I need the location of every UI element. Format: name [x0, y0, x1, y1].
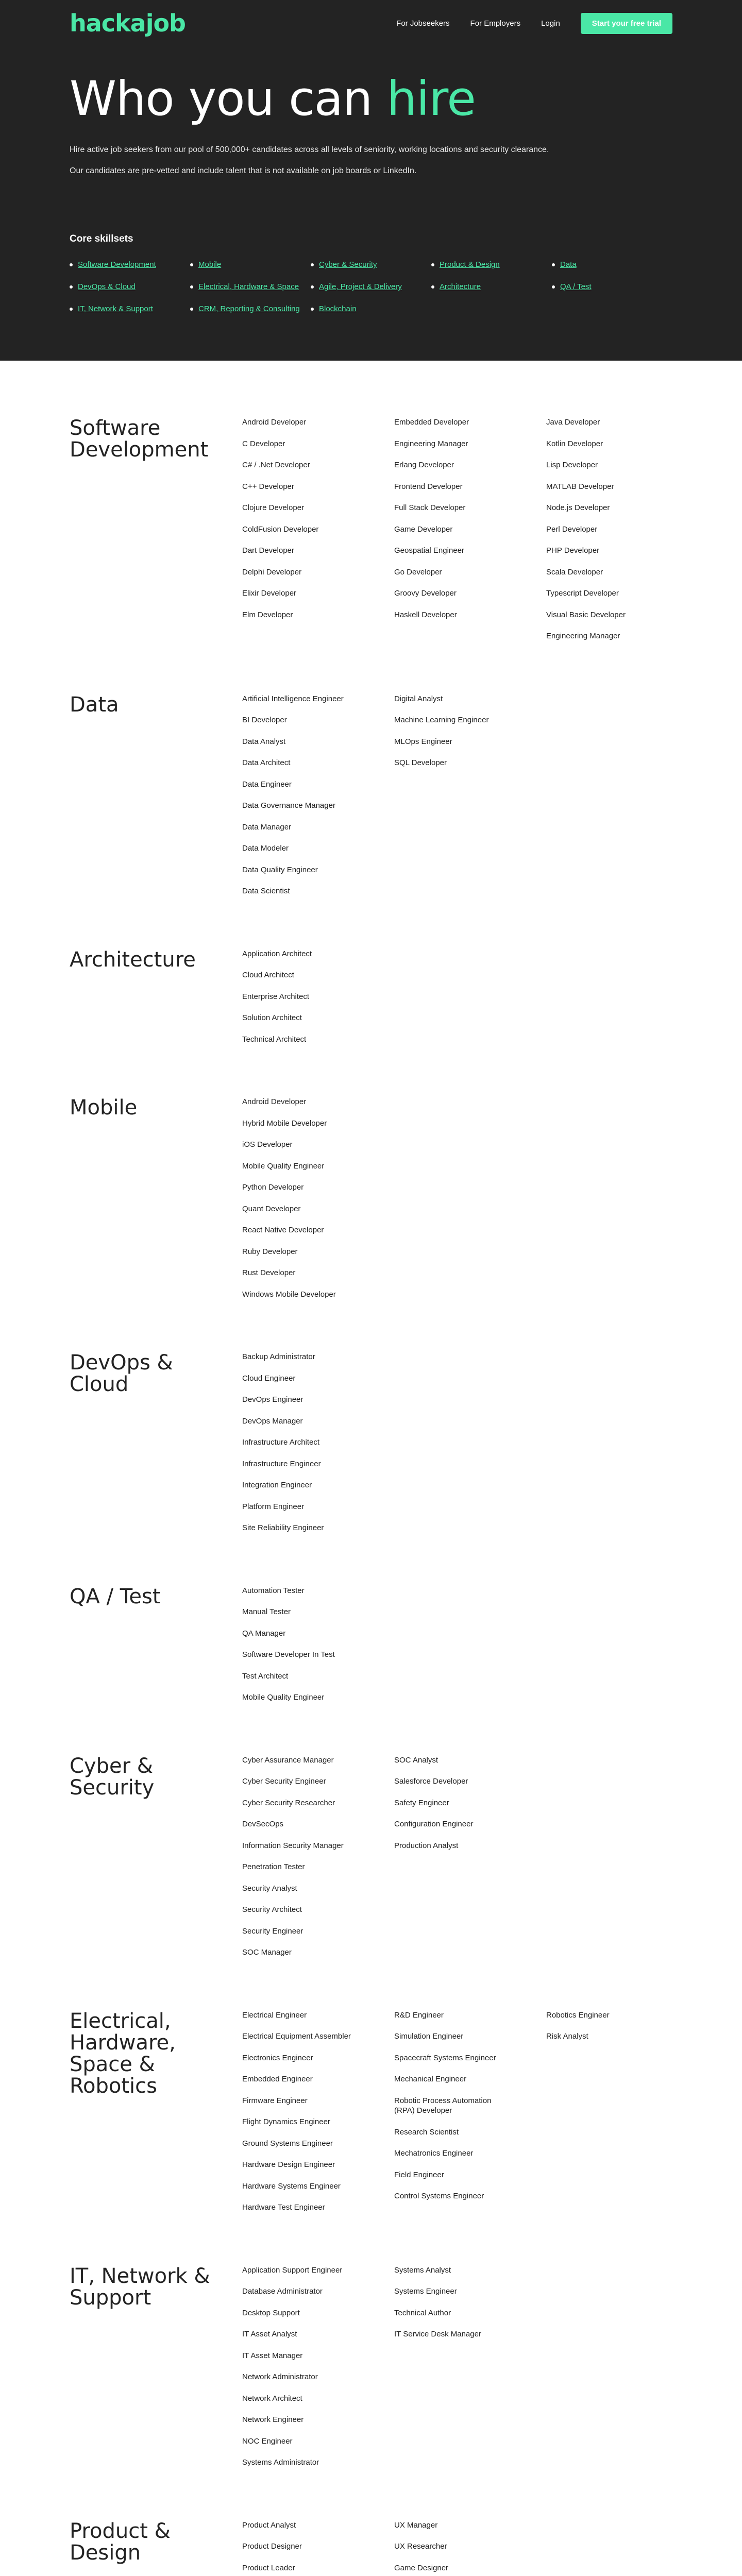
role-column	[546, 2010, 672, 2224]
hero-intro: Hire active job seekers from our pool of 500,000+ candidates across all levels of seniority, working locations and security clearance.	[70, 145, 549, 154]
role-link[interactable]: Desktop Support	[242, 2308, 300, 2317]
role-link[interactable]: Technical Architect	[242, 1035, 307, 1044]
nav-login-link[interactable]: Login	[541, 19, 560, 28]
role-link[interactable]: Ground Systems Engineer	[242, 2139, 333, 2148]
role-link[interactable]: Game Developer	[394, 524, 453, 534]
role-link[interactable]: Systems Analyst	[394, 2265, 451, 2275]
role-column	[242, 417, 368, 653]
bullet-icon	[70, 285, 73, 289]
core-skillset-link[interactable]	[311, 304, 431, 313]
role-link[interactable]: Cyber Assurance Manager	[242, 1755, 334, 1765]
hero-title	[70, 71, 672, 126]
bullet-icon	[70, 308, 73, 311]
hero-title-accent: hire	[386, 71, 476, 126]
role-link[interactable]: SQL Developer	[394, 758, 447, 767]
role-link[interactable]: Go Developer	[394, 567, 442, 577]
role-link[interactable]: Android Developer	[242, 418, 307, 427]
role-link[interactable]: Data Analyst	[242, 737, 286, 746]
role-list	[242, 417, 672, 653]
role-column	[546, 2265, 672, 2479]
bullet-icon	[552, 263, 555, 266]
role-column	[394, 417, 520, 653]
role-link[interactable]: R&D Engineer	[394, 2010, 444, 2020]
core-skillset-link[interactable]	[70, 260, 190, 269]
role-link[interactable]: Cloud Architect	[242, 971, 294, 979]
role-link[interactable]: Data Governance Manager	[242, 801, 335, 810]
role-list	[242, 2010, 672, 2224]
role-link[interactable]: Typescript Developer	[546, 589, 619, 598]
role-link[interactable]: Manual Tester	[242, 1607, 291, 1616]
role-link[interactable]: Application Architect	[242, 949, 312, 958]
role-link[interactable]: UX Manager	[394, 2520, 438, 2530]
role-link[interactable]: Risk Analyst	[546, 2032, 588, 2041]
role-link[interactable]: NOC Engineer	[242, 2436, 293, 2446]
category-electrical-hardware-space-robotics	[70, 2010, 672, 2265]
role-column	[394, 1352, 520, 1545]
role-link[interactable]: Embedded Engineer	[242, 2075, 313, 2083]
category-title: Electrical, Hardware, Space & Robotics	[70, 2009, 176, 2098]
core-skillset-label: Product & Design	[440, 260, 500, 269]
role-link[interactable]: UX Researcher	[394, 2542, 447, 2551]
role-link[interactable]: Hardware Test Engineer	[242, 2203, 325, 2212]
role-link[interactable]: Salesforce Developer	[394, 1777, 468, 1786]
role-link[interactable]: Engineering Manager	[394, 439, 468, 448]
core-skillset-label: Data	[560, 260, 577, 269]
core-skillset-link[interactable]	[552, 260, 672, 269]
role-link[interactable]: Cyber Security Engineer	[242, 1777, 326, 1786]
core-skillset-label: Architecture	[440, 282, 481, 292]
bullet-icon	[190, 263, 193, 266]
role-link[interactable]: Groovy Developer	[394, 589, 457, 598]
role-column	[394, 1097, 520, 1311]
role-link[interactable]: Python Developer	[242, 1183, 304, 1192]
role-list	[242, 1755, 672, 1969]
role-link[interactable]: Penetration Tester	[242, 1862, 305, 1871]
role-link[interactable]: Engineering Manager	[546, 632, 620, 640]
role-link[interactable]: IT Service Desk Manager	[394, 2330, 481, 2338]
role-link[interactable]: Mechanical Engineer	[394, 2075, 467, 2083]
role-link[interactable]: DevSecOps	[242, 1820, 284, 1828]
role-link[interactable]: QA Manager	[242, 1629, 286, 1638]
role-link[interactable]: Elixir Developer	[242, 589, 297, 598]
role-column	[242, 1755, 368, 1969]
category-title: Architecture	[70, 947, 196, 972]
role-link[interactable]: Security Analyst	[242, 1884, 297, 1893]
role-column	[546, 2520, 672, 2576]
role-list	[242, 1097, 672, 1311]
role-link[interactable]: Backup Administrator	[242, 1352, 315, 1361]
role-link[interactable]: Lisp Developer	[546, 461, 598, 469]
bullet-icon	[190, 308, 193, 311]
role-column	[394, 1755, 520, 1969]
category-data	[70, 694, 672, 949]
hero	[0, 0, 742, 361]
role-link[interactable]: Dart Developer	[242, 546, 294, 555]
role-column	[546, 1755, 672, 1969]
role-link[interactable]: Spacecraft Systems Engineer	[394, 2053, 496, 2062]
core-skillset-link[interactable]	[190, 282, 311, 291]
role-link[interactable]: SOC Manager	[242, 1948, 292, 1957]
role-column	[242, 694, 368, 908]
role-link[interactable]: Enterprise Architect	[242, 992, 310, 1001]
role-link[interactable]: Network Engineer	[242, 2415, 304, 2424]
category-devops-cloud	[70, 1352, 672, 1586]
role-link[interactable]: Product Analyst	[242, 2520, 296, 2530]
nav-jobseekers-link[interactable]: For Jobseekers	[396, 19, 450, 28]
core-skillset-link[interactable]	[190, 260, 311, 269]
role-column	[242, 2265, 368, 2479]
role-link[interactable]: Data Modeler	[242, 844, 289, 853]
category-title: Data	[70, 692, 119, 717]
role-link[interactable]: Application Support Engineer	[242, 2265, 343, 2275]
role-link[interactable]: Configuration Engineer	[394, 1820, 474, 1828]
role-link[interactable]: Cyber Security Researcher	[242, 1798, 335, 1807]
role-link[interactable]: Quant Developer	[242, 1204, 301, 1213]
role-link[interactable]: Perl Developer	[546, 524, 598, 534]
core-skillsets-title: Core skillsets	[70, 233, 133, 245]
role-link[interactable]: DevOps Manager	[242, 1416, 303, 1426]
role-column	[242, 1352, 368, 1545]
category-title: Software Development	[70, 416, 209, 462]
role-link[interactable]: Java Developer	[546, 418, 600, 427]
role-link[interactable]: IT Asset Manager	[242, 2351, 303, 2360]
role-link[interactable]: Safety Engineer	[394, 1798, 449, 1807]
role-link[interactable]: Flight Dynamics Engineer	[242, 2117, 330, 2126]
role-column	[242, 1097, 368, 1311]
role-link[interactable]: Digital Analyst	[394, 694, 443, 703]
nav-links	[396, 13, 672, 34]
top-nav	[70, 0, 672, 46]
category-title: QA / Test	[70, 1584, 161, 1608]
role-column	[242, 949, 368, 1056]
bullet-icon	[190, 285, 193, 289]
core-skillsets-grid	[70, 260, 672, 313]
role-link[interactable]: Data Scientist	[242, 887, 290, 895]
role-link[interactable]: SOC Analyst	[394, 1755, 439, 1765]
core-skillset-link[interactable]	[311, 260, 431, 269]
core-skillset-link[interactable]	[431, 282, 552, 291]
role-link[interactable]: Systems Engineer	[394, 2287, 457, 2296]
core-skillset-label: QA / Test	[560, 282, 592, 292]
role-link[interactable]: Infrastructure Architect	[242, 1438, 320, 1447]
role-column	[242, 2010, 368, 2224]
role-link[interactable]: Windows Mobile Developer	[242, 1290, 336, 1299]
role-column	[546, 1586, 672, 1714]
role-link[interactable]: Mobile Quality Engineer	[242, 1161, 325, 1171]
categories-section	[0, 361, 742, 2576]
role-link[interactable]: Infrastructure Engineer	[242, 1459, 321, 1468]
role-list	[242, 1586, 672, 1714]
role-column	[546, 949, 672, 1056]
role-column	[546, 417, 672, 653]
core-skillset-label: Mobile	[198, 260, 222, 269]
role-link[interactable]: MLOps Engineer	[394, 737, 452, 746]
role-link[interactable]: C Developer	[242, 439, 285, 448]
role-column	[546, 1097, 672, 1311]
category-title: Cyber & Security	[70, 1754, 155, 1800]
hero-subtext: Our candidates are pre-vetted and include talent that is not available on job boards or LinkedIn.	[70, 166, 417, 176]
role-column	[394, 694, 520, 908]
category-product-design	[70, 2520, 672, 2576]
role-link[interactable]: Robotic Process Automation (RPA) Developer	[394, 2096, 492, 2115]
core-skillset-label: Agile, Project & Delivery	[319, 282, 402, 292]
role-link[interactable]: Research Scientist	[394, 2127, 459, 2137]
role-link[interactable]: Test Architect	[242, 1671, 289, 1681]
role-link[interactable]: Electrical Equipment Assembler	[242, 2032, 351, 2041]
role-link[interactable]: Hybrid Mobile Developer	[242, 1118, 327, 1128]
role-link[interactable]: Site Reliability Engineer	[242, 1523, 324, 1532]
role-link[interactable]: Machine Learning Engineer	[394, 716, 489, 724]
role-link[interactable]: Database Administrator	[242, 2287, 323, 2296]
start-trial-button[interactable]: Start your free trial	[581, 13, 672, 34]
role-link[interactable]: Integration Engineer	[242, 1481, 312, 1489]
role-link[interactable]: Frontend Developer	[394, 482, 463, 491]
core-skillset-link[interactable]	[431, 260, 552, 269]
core-skillset-label: Software Development	[78, 260, 156, 269]
category-cyber-security	[70, 1755, 672, 2010]
role-link[interactable]: Security Engineer	[242, 1926, 303, 1936]
bullet-icon	[311, 263, 314, 266]
role-link[interactable]: Product Leader	[242, 2563, 295, 2572]
role-column	[394, 1586, 520, 1714]
role-link[interactable]: Product Designer	[242, 2542, 302, 2551]
role-link[interactable]: Embedded Developer	[394, 418, 469, 427]
role-link[interactable]: Automation Tester	[242, 1586, 305, 1595]
role-link[interactable]: Data Quality Engineer	[242, 865, 318, 874]
role-column	[242, 1586, 368, 1714]
role-link[interactable]: Android Developer	[242, 1097, 307, 1106]
role-link[interactable]: Production Analyst	[394, 1841, 459, 1850]
bullet-icon	[552, 285, 555, 289]
role-link[interactable]: Elm Developer	[242, 610, 293, 619]
bullet-icon	[70, 263, 73, 266]
role-link[interactable]: Network Architect	[242, 2394, 302, 2403]
role-link[interactable]: Scala Developer	[546, 567, 603, 577]
role-link[interactable]: Erlang Developer	[394, 461, 454, 469]
hero-title-main: Who you can	[70, 71, 387, 126]
role-link[interactable]: Ruby Developer	[242, 1247, 298, 1256]
role-link[interactable]: Geospatial Engineer	[394, 546, 464, 555]
role-link[interactable]: ColdFusion Developer	[242, 524, 319, 534]
core-skillset-label: CRM, Reporting & Consulting	[198, 304, 300, 314]
role-link[interactable]: Electronics Engineer	[242, 2053, 313, 2062]
role-link[interactable]: Mechatronics Engineer	[394, 2149, 474, 2158]
role-list	[242, 2520, 672, 2576]
role-list	[242, 949, 672, 1056]
role-link[interactable]: MATLAB Developer	[546, 482, 614, 491]
role-link[interactable]: Firmware Engineer	[242, 2096, 308, 2105]
role-link[interactable]: Visual Basic Developer	[546, 610, 626, 619]
role-link[interactable]: Robotics Engineer	[546, 2010, 610, 2020]
role-link[interactable]: Technical Author	[394, 2308, 451, 2317]
bullet-icon	[431, 263, 434, 266]
role-link[interactable]: PHP Developer	[546, 546, 600, 555]
role-link[interactable]: IT Asset Analyst	[242, 2330, 297, 2338]
category-title: Product & Design	[70, 2519, 171, 2565]
category-software-development	[70, 417, 672, 694]
role-link[interactable]: Network Administrator	[242, 2372, 318, 2381]
role-list	[242, 694, 672, 908]
core-skillset-label: Electrical, Hardware & Space	[198, 282, 299, 292]
role-link[interactable]: React Native Developer	[242, 1226, 324, 1234]
role-link[interactable]: Data Architect	[242, 758, 291, 767]
role-column	[394, 949, 520, 1056]
role-link[interactable]: Security Architect	[242, 1905, 302, 1914]
role-column	[546, 1352, 672, 1545]
role-link[interactable]: Information Security Manager	[242, 1841, 344, 1850]
category-title: DevOps & Cloud	[70, 1351, 173, 1396]
category-title: Mobile	[70, 1096, 138, 1120]
role-link[interactable]: DevOps Engineer	[242, 1395, 303, 1404]
role-link[interactable]: Systems Administrator	[242, 2458, 319, 2467]
core-skillset-label: Blockchain	[319, 304, 357, 314]
core-skillset-link[interactable]	[311, 282, 431, 291]
role-link[interactable]: Haskell Developer	[394, 610, 457, 619]
role-list	[242, 1352, 672, 1545]
role-link[interactable]: Hardware Design Engineer	[242, 2160, 335, 2169]
role-link[interactable]: Solution Architect	[242, 1013, 302, 1022]
role-link[interactable]: Game Designer	[394, 2563, 449, 2572]
core-skillset-label: Cyber & Security	[319, 260, 377, 269]
role-link[interactable]: Rust Developer	[242, 1268, 296, 1277]
category-architecture	[70, 949, 672, 1097]
nav-employers-link[interactable]: For Employers	[470, 19, 521, 28]
core-skillset-link[interactable]	[70, 282, 190, 291]
role-link[interactable]: Node.js Developer	[546, 503, 610, 512]
category-qa-test	[70, 1586, 672, 1755]
logo[interactable]: hackajob	[70, 9, 185, 37]
category-mobile	[70, 1097, 672, 1352]
core-skillset-link[interactable]	[552, 282, 672, 291]
role-link[interactable]: C# / .Net Developer	[242, 461, 310, 469]
role-link[interactable]: Control Systems Engineer	[394, 2192, 484, 2200]
core-skillset-link[interactable]	[70, 304, 190, 313]
role-link[interactable]: Full Stack Developer	[394, 503, 466, 512]
bullet-icon	[431, 285, 434, 289]
role-link[interactable]: Artificial Intelligence Engineer	[242, 694, 344, 703]
role-link[interactable]: Hardware Systems Engineer	[242, 2181, 341, 2191]
bullet-icon	[311, 308, 314, 311]
role-link[interactable]: Clojure Developer	[242, 503, 305, 512]
role-link[interactable]: Simulation Engineer	[394, 2032, 464, 2041]
core-skillset-label: DevOps & Cloud	[78, 282, 136, 292]
role-link[interactable]: Mobile Quality Engineer	[242, 1693, 325, 1702]
role-link[interactable]: Data Manager	[242, 822, 292, 832]
core-skillset-link[interactable]	[190, 304, 311, 313]
role-link[interactable]: Software Developer In Test	[242, 1650, 335, 1659]
role-link[interactable]: Data Engineer	[242, 779, 292, 789]
role-column	[394, 2010, 520, 2224]
role-link[interactable]: Cloud Engineer	[242, 1374, 296, 1383]
role-list	[242, 2265, 672, 2479]
role-link[interactable]: C++ Developer	[242, 482, 294, 491]
role-column	[394, 2265, 520, 2479]
bullet-icon	[311, 285, 314, 289]
role-link[interactable]: Platform Engineer	[242, 1502, 305, 1511]
role-column	[546, 694, 672, 908]
category-title: IT, Network & Support	[70, 2264, 210, 2310]
role-link[interactable]: Field Engineer	[394, 2170, 444, 2179]
role-link[interactable]: iOS Developer	[242, 1140, 293, 1149]
core-skillset-label: IT, Network & Support	[78, 304, 153, 314]
category-it-network-support	[70, 2265, 672, 2520]
role-link[interactable]: Delphi Developer	[242, 567, 302, 577]
role-link[interactable]: BI Developer	[242, 716, 287, 724]
role-column	[394, 2520, 520, 2576]
role-link[interactable]: Electrical Engineer	[242, 2010, 307, 2020]
role-link[interactable]: Kotlin Developer	[546, 439, 603, 448]
role-column	[242, 2520, 368, 2576]
